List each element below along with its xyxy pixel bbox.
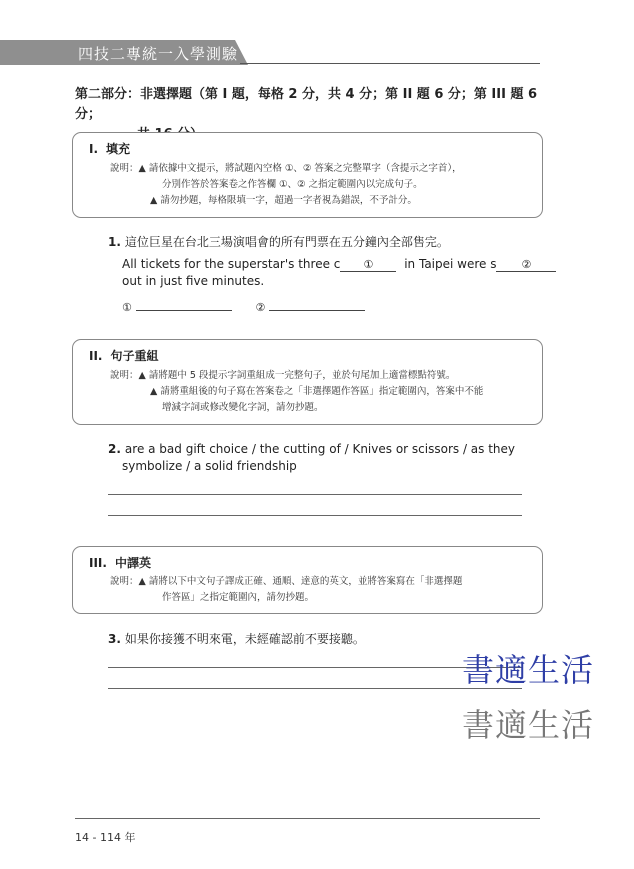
section-1-note-1: 說明：▲ 請依據中文提示，將試題內空格 ①、② 答案之完整單字（含提示之字首），	[110, 163, 462, 174]
section-2-number: II.	[89, 349, 103, 363]
footer-rule	[75, 818, 540, 819]
section-2-note-1: 說明：▲ 請將題中 5 段提示字詞重組成一完整句子，並於句尾加上適當標點符號。	[110, 370, 456, 381]
question-1-english-line1	[122, 257, 556, 272]
section-2-note-2: ▲ 請將重組後的句子寫在答案卷之「非選擇題作答區」指定範圍內，答案中不能	[150, 386, 484, 397]
section-1-notes	[110, 161, 462, 209]
section-1-note-3: ▲ 請勿抄題，每格限填一字，超過一字者視為錯誤，不予計分。	[150, 195, 417, 206]
question-2-line1: are a bad gift choice / the cutting of / Knives or scissors / as they	[124, 442, 516, 456]
blank-1-marker: ①	[363, 258, 374, 271]
question-2-number: 2.	[108, 442, 121, 456]
question-3-number: 3.	[108, 632, 121, 646]
question-1-chinese	[108, 234, 449, 251]
question-3	[108, 631, 365, 648]
section-1-number: I.	[89, 142, 99, 156]
answer-line[interactable]	[108, 515, 522, 516]
section-1-note-2: 分別作答於答案卷之作答欄 ①、② 之指定範圍內以完成句子。	[162, 179, 423, 190]
section-2-notes	[110, 368, 483, 416]
blank-2[interactable]	[496, 257, 556, 272]
question-3-text: 如果你接獲不明來電，未經確認前不要接聽。	[124, 632, 365, 646]
watermark-gray: 書適生活	[462, 706, 595, 744]
answer-2-field[interactable]	[269, 296, 365, 311]
question-1-answer-row	[122, 296, 365, 314]
answer-1-field[interactable]	[136, 296, 232, 311]
header-title: 四技二專統一入學測驗	[78, 45, 239, 63]
section-3-note-2: 作答區」之指定範圍內，請勿抄題。	[162, 592, 315, 603]
section-3-title	[89, 554, 151, 571]
question-1-number: 1.	[108, 235, 121, 249]
section-1-box	[72, 132, 543, 218]
page-number: 14 - 114 年	[75, 831, 136, 844]
question-1-text: 這位巨星在台北三場演唱會的所有門票在五分鐘內全部售完。	[124, 235, 449, 249]
header-rule	[240, 63, 540, 64]
section-3-number: III.	[89, 556, 107, 570]
section-2-title	[89, 347, 159, 364]
question-2-line2: symbolize / a solid friendship	[122, 459, 297, 473]
question-1-english-line2: out in just five minutes.	[122, 274, 265, 288]
blank-1[interactable]	[340, 257, 396, 272]
section-3-heading: 中譯英	[114, 556, 151, 570]
answer-2-marker: ②	[255, 301, 266, 314]
answer-line[interactable]	[108, 688, 522, 689]
section-1-heading: 填充	[106, 142, 131, 156]
watermark-blue: 書適生活	[462, 651, 595, 689]
section-3-note-1: 說明：▲ 請將以下中文句子譯成正確、通順、達意的英文，並將答案寫在「非選擇題	[110, 576, 463, 587]
section-2-note-3: 增減字詞或修改變化字詞，請勿抄題。	[162, 402, 324, 413]
answer-line[interactable]	[108, 667, 522, 668]
section-3-notes	[110, 574, 462, 606]
answer-1-marker: ①	[122, 301, 132, 314]
section-2-box	[72, 339, 543, 425]
section-1-title	[89, 140, 130, 157]
blank-2-marker: ②	[521, 258, 532, 271]
section-3-box	[72, 546, 543, 614]
question-1-english-b: in Taipei were s	[404, 257, 497, 271]
question-2	[108, 441, 528, 475]
question-1-english-a: All tickets for the superstar's three c	[122, 257, 341, 271]
part-title-line1: 第二部分：非選擇題（第 I 題，每格 2 分，共 4 分；第 II 題 6 分；第 III 題 6 分；	[75, 87, 538, 122]
answer-line[interactable]	[108, 494, 522, 495]
section-2-heading: 句子重組	[110, 349, 159, 363]
